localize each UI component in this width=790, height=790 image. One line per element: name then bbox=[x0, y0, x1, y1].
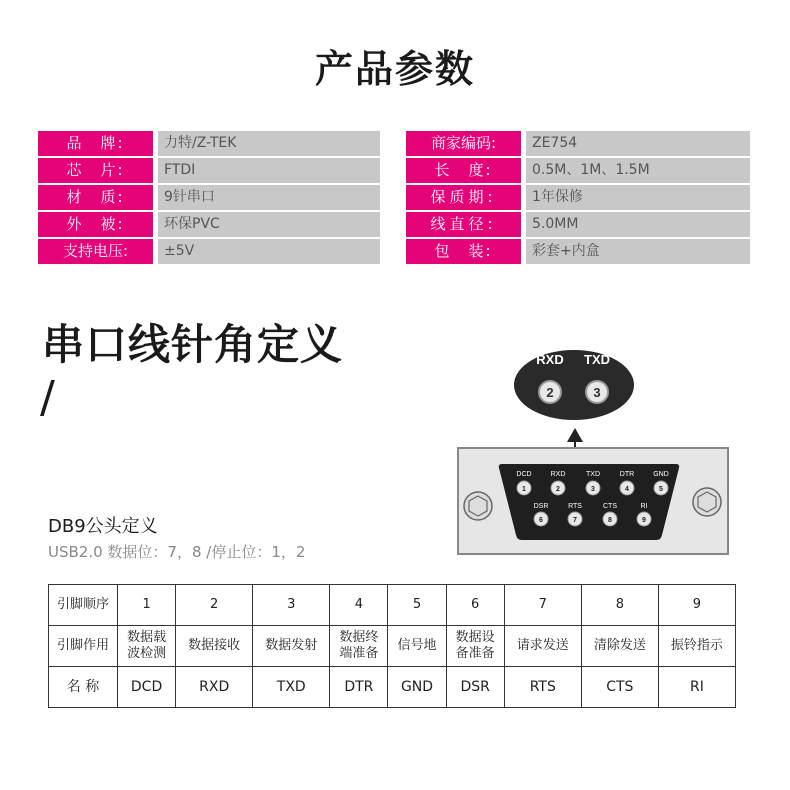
spec-value: FTDI bbox=[158, 158, 380, 183]
table-cell: 2 bbox=[176, 585, 253, 626]
table-cell: 数据发射 bbox=[253, 626, 330, 667]
spec-value: 9针串口 bbox=[158, 185, 380, 210]
zoom-num-2: 2 bbox=[546, 385, 554, 400]
table-cell: 9 bbox=[658, 585, 735, 626]
table-cell: GND bbox=[388, 667, 446, 708]
table-header-function: 引脚作用 bbox=[49, 626, 118, 667]
table-cell: 5 bbox=[388, 585, 446, 626]
pin-num-8: 8 bbox=[608, 517, 612, 524]
zoom-label-rxd: RXD bbox=[536, 352, 564, 367]
table-cell: 1 bbox=[118, 585, 176, 626]
zoom-num-3: 3 bbox=[593, 385, 601, 400]
spec-label: 线直径: bbox=[406, 212, 521, 237]
spec-label: 材 质: bbox=[38, 185, 153, 210]
table-cell: RI bbox=[658, 667, 735, 708]
pin-label-rxd: RXD bbox=[550, 471, 566, 478]
pin-num-9: 9 bbox=[642, 517, 646, 524]
table-cell: 7 bbox=[504, 585, 581, 626]
spec-value: ±5V bbox=[158, 239, 380, 264]
pin-num-7: 7 bbox=[573, 517, 577, 524]
table-cell: 数据接收 bbox=[176, 626, 253, 667]
table-cell: 数据终 端准备 bbox=[330, 626, 388, 667]
section-title: 串口线针角定义 bbox=[42, 320, 344, 369]
pin-label-ri: RI bbox=[640, 503, 648, 510]
spec-label: 品 牌: bbox=[38, 131, 153, 156]
table-cell: TXD bbox=[253, 667, 330, 708]
table-row-function bbox=[49, 626, 736, 667]
pin-table bbox=[48, 584, 736, 708]
spec-row-chip bbox=[38, 158, 380, 183]
pin-num-6: 6 bbox=[539, 517, 543, 524]
spec-row-jacket bbox=[38, 212, 380, 237]
spec-value: 1年保修 bbox=[526, 185, 750, 210]
page-title: 产品参数 bbox=[314, 47, 475, 91]
table-cell: DSR bbox=[446, 667, 504, 708]
spec-row-code bbox=[406, 131, 750, 156]
table-cell: 4 bbox=[330, 585, 388, 626]
table-cell: RTS bbox=[504, 667, 581, 708]
spec-row-diameter bbox=[406, 212, 750, 237]
section-slash: / bbox=[40, 372, 55, 423]
table-cell: 6 bbox=[446, 585, 504, 626]
zoom-oval bbox=[514, 350, 634, 420]
table-cell: 3 bbox=[253, 585, 330, 626]
pin-label-cts: CTS bbox=[603, 503, 617, 510]
spec-value: 5.0MM bbox=[526, 212, 750, 237]
spec-value: 环保PVC bbox=[158, 212, 380, 237]
zoom-label-txd: TXD bbox=[584, 352, 610, 367]
table-cell: 数据设 备准备 bbox=[446, 626, 504, 667]
table-cell: 请求发送 bbox=[504, 626, 581, 667]
pin-label-dsr: DSR bbox=[533, 503, 549, 510]
spec-value: 彩套+内盒 bbox=[526, 239, 750, 264]
db9-title: DB9公头定义 bbox=[48, 516, 158, 537]
spec-label: 保质期: bbox=[406, 185, 521, 210]
arrow-head bbox=[567, 428, 583, 442]
db9-connector-diagram bbox=[440, 330, 740, 560]
table-row-name bbox=[49, 667, 736, 708]
spec-label: 外 被: bbox=[38, 212, 153, 237]
table-cell: 数据载 波检测 bbox=[118, 626, 176, 667]
pin-num-1: 1 bbox=[522, 486, 526, 493]
spec-label: 长 度: bbox=[406, 158, 521, 183]
spec-row-brand bbox=[38, 131, 380, 156]
table-cell: 信号地 bbox=[388, 626, 446, 667]
spec-row-packaging bbox=[406, 239, 750, 264]
table-cell: 清除发送 bbox=[581, 626, 658, 667]
spec-value: 0.5M、1M、1.5M bbox=[526, 158, 750, 183]
spec-label: 支持电压: bbox=[38, 239, 153, 264]
table-cell: CTS bbox=[581, 667, 658, 708]
table-row-order bbox=[49, 585, 736, 626]
spec-row-material bbox=[38, 185, 380, 210]
db9-subtitle: USB2.0 数据位：7，8 /停止位：1，2 bbox=[48, 543, 306, 561]
table-cell: 8 bbox=[581, 585, 658, 626]
spec-value: ZE754 bbox=[526, 131, 750, 156]
pin-label-dcd: DCD bbox=[516, 471, 532, 478]
spec-label: 商家编码: bbox=[406, 131, 521, 156]
pin-label-rts: RTS bbox=[568, 503, 582, 510]
table-cell: 振铃指示 bbox=[658, 626, 735, 667]
pin-num-4: 4 bbox=[625, 486, 629, 493]
pin-num-5: 5 bbox=[659, 486, 663, 493]
pin-label-gnd: GND bbox=[653, 471, 669, 478]
spec-label: 包 装: bbox=[406, 239, 521, 264]
spec-value: 力特/Z-TEK bbox=[158, 131, 380, 156]
pin-num-3: 3 bbox=[591, 486, 595, 493]
table-cell: RXD bbox=[176, 667, 253, 708]
spec-row-voltage bbox=[38, 239, 380, 264]
spec-label: 芯 片: bbox=[38, 158, 153, 183]
pin-num-2: 2 bbox=[556, 486, 560, 493]
table-cell: DTR bbox=[330, 667, 388, 708]
pin-label-txd: TXD bbox=[586, 471, 600, 478]
spec-row-length bbox=[406, 158, 750, 183]
table-header-name: 名 称 bbox=[49, 667, 118, 708]
spec-row-warranty bbox=[406, 185, 750, 210]
table-cell: DCD bbox=[118, 667, 176, 708]
table-header-order: 引脚顺序 bbox=[49, 585, 118, 626]
pin-label-dtr: DTR bbox=[619, 471, 635, 478]
